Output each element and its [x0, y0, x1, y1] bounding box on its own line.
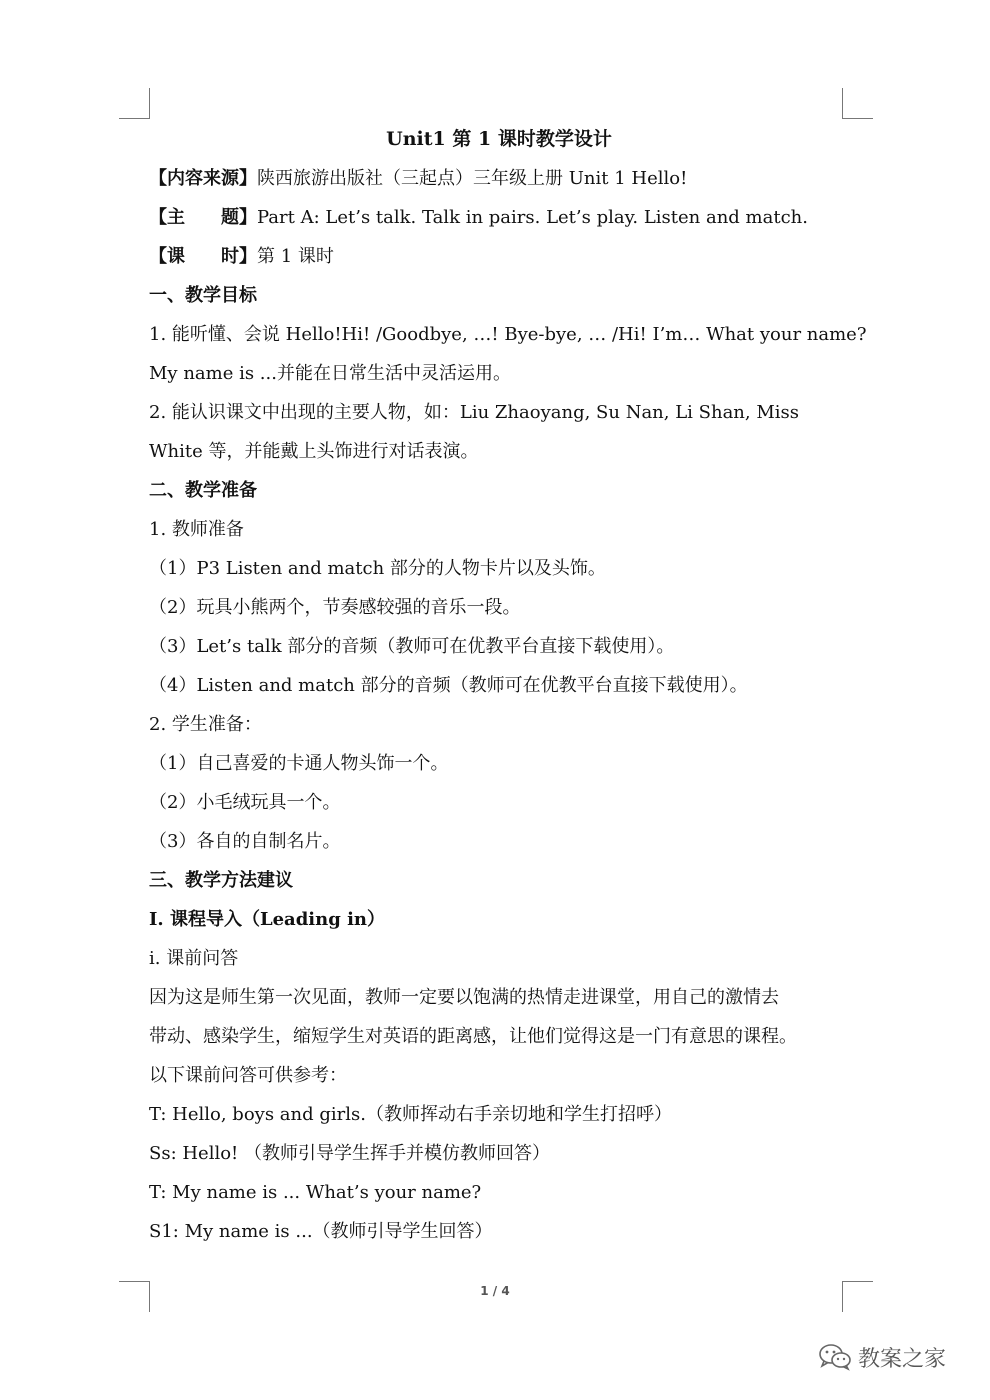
- paragraph-line: 2. 能认识课文中出现的主要人物，如：Liu Zhaoyang, Su Nan, Li Shan, Miss: [149, 402, 799, 423]
- paragraph-line: i. 课前问答: [149, 948, 239, 969]
- meta-value: Part A: Let’s talk. Talk in pairs. Let’s play. Listen and match.: [257, 207, 808, 228]
- document-body: [149, 120, 867, 1251]
- meta-value: 第 1 课时: [257, 246, 334, 267]
- paragraph-line: 2. 学生准备：: [149, 714, 262, 735]
- meta-period: [149, 237, 849, 276]
- section-heading-methods: 三、教学方法建议: [149, 870, 293, 891]
- meta-value: 陕西旅游出版社（三起点）三年级上册 Unit 1 Hello!: [257, 168, 688, 189]
- paragraph-line: Ss: Hello! （教师引导学生挥手并模仿教师回答）: [149, 1143, 551, 1164]
- page-title: Unit1 第 1 课时教学设计: [386, 128, 612, 150]
- paragraph-line: （3）Let’s talk 部分的音频（教师可在优教平台直接下载使用）。: [149, 636, 675, 657]
- paragraph-line: （2）小毛绒玩具一个。: [149, 792, 341, 813]
- paragraph-line: T: My name is ... What’s your name?: [149, 1182, 482, 1203]
- paragraph-line: （1）P3 Listen and match 部分的人物卡片以及头饰。: [149, 558, 606, 579]
- page-number: 1 / 4: [480, 1284, 510, 1298]
- meta-label: 【内容来源】: [149, 168, 257, 189]
- paragraph-line: 1. 教师准备: [149, 519, 244, 540]
- paragraph-line: 1. 能听懂、会说 Hello!Hi! /Goodbye, …! Bye-bye, … /Hi! I’m… What your name?: [149, 324, 867, 345]
- paragraph-line: 带动、感染学生，缩短学生对英语的距离感，让他们觉得这是一门有意思的课程。: [149, 1026, 797, 1047]
- paragraph-line: （4）Listen and match 部分的音频（教师可在优教平台直接下载使用）。: [149, 675, 748, 696]
- meta-label: 【主 题】: [149, 207, 257, 228]
- watermark: [818, 1340, 946, 1374]
- meta-label: 【课 时】: [149, 246, 257, 267]
- section-heading-goals: 一、教学目标: [149, 285, 257, 306]
- watermark-text: 教案之家: [858, 1346, 947, 1372]
- paragraph-line: （1）自己喜爱的卡通人物头饰一个。: [149, 753, 449, 774]
- meta-topic: [149, 198, 849, 237]
- paragraph-line: White 等，并能戴上头饰进行对话表演。: [149, 441, 479, 462]
- paragraph-line: （2）玩具小熊两个，节奏感较强的音乐一段。: [149, 597, 521, 618]
- section-heading-preparation: 二、教学准备: [149, 480, 257, 501]
- paragraph-line: 以下课前问答可供参考：: [149, 1065, 347, 1086]
- meta-source: [149, 159, 849, 198]
- corner-mark-top-left: [119, 88, 150, 119]
- paragraph-line: （3）各自的自制名片。: [149, 831, 341, 852]
- paragraph-line: 因为这是师生第一次见面，教师一定要以饱满的热情走进课堂，用自己的激情去: [149, 987, 779, 1008]
- paragraph-line: T: Hello, boys and girls.（教师挥动右手亲切地和学生打招呼）: [149, 1104, 672, 1125]
- subsection-heading: I. 课程导入（Leading in）: [149, 909, 386, 930]
- corner-mark-top-right: [842, 88, 873, 119]
- wechat-icon: [818, 1343, 852, 1371]
- paragraph-line: My name is ...并能在日常生活中灵活运用。: [149, 363, 511, 384]
- paragraph-line: S1: My name is ...（教师引导学生回答）: [149, 1221, 493, 1242]
